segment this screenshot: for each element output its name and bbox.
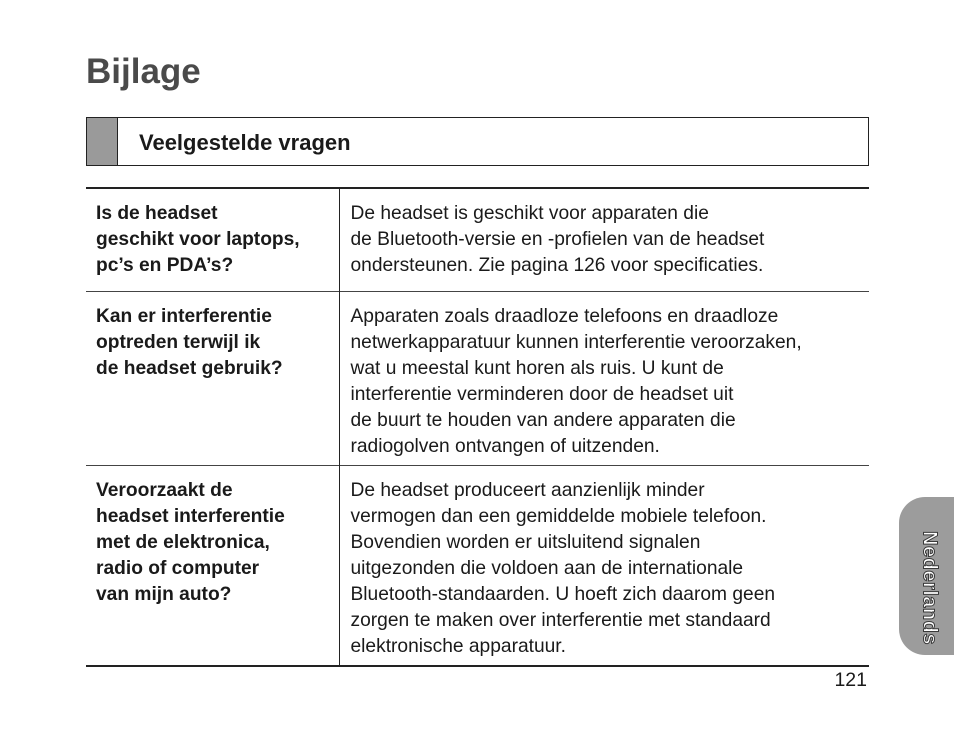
faq-question bbox=[86, 188, 339, 292]
faq-question bbox=[86, 292, 339, 466]
question-line: radio of computer bbox=[96, 558, 260, 579]
question-line: de headset gebruik? bbox=[96, 358, 283, 379]
answer-line: wat u meestal kunt horen als ruis. U kunt de bbox=[350, 358, 724, 379]
answer-line: radiogolven ontvangen of uitzenden. bbox=[350, 436, 660, 457]
question-line: van mijn auto? bbox=[96, 584, 232, 605]
question-line: optreden terwijl ik bbox=[96, 332, 261, 353]
answer-line: Bluetooth-standaarden. U hoeft zich daarom geen bbox=[350, 584, 776, 605]
section-marker bbox=[87, 118, 118, 165]
faq-row bbox=[86, 292, 869, 466]
answer-line: de Bluetooth-versie en -profielen van de headset bbox=[350, 229, 765, 250]
answer-line: Apparaten zoals draadloze telefoons en draadloze bbox=[350, 306, 779, 327]
section-title: Veelgestelde vragen bbox=[139, 129, 351, 155]
section-header bbox=[86, 117, 869, 166]
faq-answer bbox=[339, 466, 869, 667]
page-title: Bijlage bbox=[86, 52, 201, 91]
faq-row bbox=[86, 188, 869, 292]
question-line: headset interferentie bbox=[96, 506, 285, 527]
faq-answer bbox=[339, 188, 869, 292]
faq-answer bbox=[339, 292, 869, 466]
answer-line: De headset is geschikt voor apparaten die bbox=[350, 203, 709, 224]
page-number: 121 bbox=[834, 669, 867, 691]
answer-line: elektronische apparatuur. bbox=[350, 636, 566, 657]
answer-line: netwerkapparatuur kunnen interferentie veroorzaken, bbox=[350, 332, 802, 353]
question-line: Is de headset bbox=[96, 203, 218, 224]
answer-line: uitgezonden die voldoen aan de internationale bbox=[350, 558, 744, 579]
answer-line: de buurt te houden van andere apparaten die bbox=[350, 410, 736, 431]
answer-line: De headset produceert aanzienlijk minder bbox=[350, 480, 705, 501]
answer-line: interferentie verminderen door de headset uit bbox=[350, 384, 734, 405]
faq-table bbox=[86, 187, 869, 667]
answer-line: ondersteunen. Zie pagina 126 voor specificaties. bbox=[350, 255, 764, 276]
answer-line: Bovendien worden er uitsluitend signalen bbox=[350, 532, 701, 553]
answer-line: zorgen te maken over interferentie met standaard bbox=[350, 610, 771, 631]
question-line: Veroorzaakt de bbox=[96, 480, 233, 501]
faq-question bbox=[86, 466, 339, 667]
faq-row bbox=[86, 466, 869, 667]
question-line: geschikt voor laptops, bbox=[96, 229, 300, 250]
language-tab-label: Nederlands bbox=[918, 531, 941, 645]
question-line: met de elektronica, bbox=[96, 532, 270, 553]
question-line: Kan er interferentie bbox=[96, 306, 272, 327]
answer-line: vermogen dan een gemiddelde mobiele telefoon. bbox=[350, 506, 767, 527]
question-line: pc’s en PDA’s? bbox=[96, 255, 234, 276]
